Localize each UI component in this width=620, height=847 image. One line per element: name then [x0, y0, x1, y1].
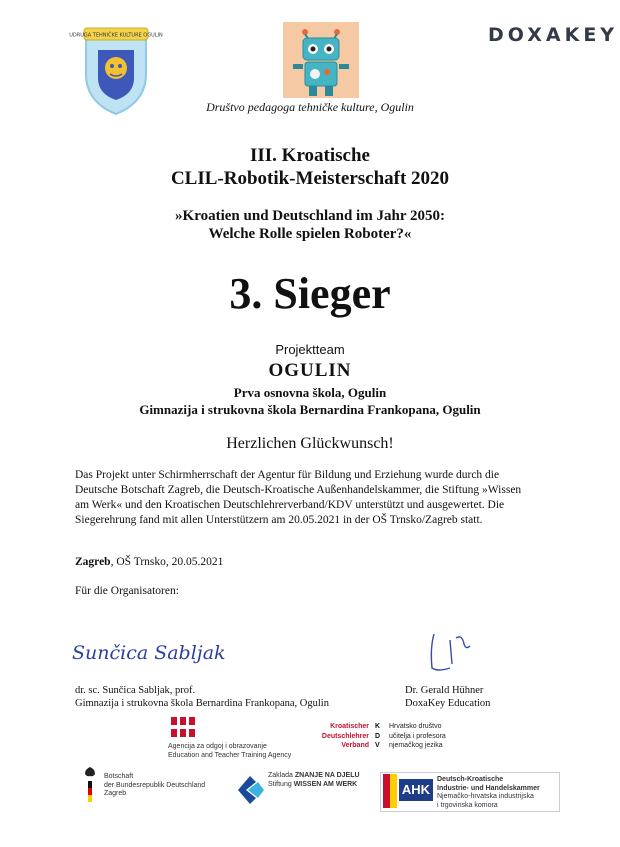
organizers-label: Für die Organisatoren: [75, 585, 179, 597]
kdv-letter-v: V [375, 742, 380, 749]
embassy-line-2: der Bundesrepublik Deutschland [104, 781, 206, 789]
kdv-hr-2: učitelja i profesora [389, 732, 446, 740]
stiftung-name: WISSEN AM WERK [293, 780, 358, 788]
ahk-line-2: Industrie- und Handelskammer [437, 784, 540, 792]
robot-logo [283, 22, 359, 98]
ahk-line-1: Deutsch-Kroatische [437, 776, 504, 783]
place-city: Zagreb [75, 556, 111, 568]
right-signature [420, 628, 480, 674]
project-team-label: Projektteam [275, 342, 345, 357]
title-line-1: III. Kroatische [250, 145, 370, 166]
right-signatory-name: Dr. Gerald Hühner [405, 685, 484, 696]
team-name: OGULIN [268, 360, 352, 381]
subtitle-line-1: »Kroatien und Deutschland im Jahr 2050: [175, 208, 445, 224]
body-paragraph [75, 468, 555, 528]
school-1: Prva osnovna škola, Ogulin [233, 385, 387, 400]
school-2: Gimnazija i strukovna škola Bernardina Frankopana, Ogulin [139, 402, 481, 417]
title-line-2: CLIL-Robotik-Meisterschaft 2020 [170, 168, 450, 189]
organizer-line: Društvo pedagoga tehničke kulture, Ogulin [206, 100, 414, 114]
eagle-flag-icon [82, 765, 98, 805]
rank-heading: 3. Sieger [229, 269, 391, 318]
zaklada-name: ZNANJE NA DJELU [294, 772, 360, 779]
ahk-line-4: i trgovinska komora [437, 801, 498, 809]
kdv-line-2: Deutschlehrer [321, 732, 369, 740]
stiftung-label: Stiftung [268, 780, 292, 788]
left-signatory-name: dr. sc. Sunčica Sabljak, prof. [75, 685, 196, 696]
left-signatory-org: Gimnazija i strukovna škola Bernardina Frankopana, Ogulin [75, 698, 329, 709]
place-date [75, 556, 223, 568]
right-signatory [405, 684, 490, 710]
kdv-logo [315, 722, 485, 758]
subtitle-line-2: Welche Rolle spielen Roboter?« [208, 226, 412, 242]
body-line-4: Siegerehrung fand mit allen Unterstützern am 20.05.2021 in der OŠ Trnsko/Zagreb statt. [75, 514, 483, 526]
embassy-logo [80, 765, 230, 811]
crest-text: UDRUGA TEHNIČKE KULTURE OGULIN [69, 32, 163, 39]
kdv-hr-3: njemačkog jezika [389, 742, 443, 749]
body-line-3: am Werk« und den Kroatischen Deutschlehrerverband/KDV unterstützt und ausgewertet. Die [75, 499, 505, 511]
azoo-mark-icon [170, 715, 198, 739]
zaklada-label: Zaklada [268, 772, 293, 779]
kdv-letter-k: K [375, 723, 381, 730]
doxakey-logo: DOXAKEY [488, 24, 619, 46]
embassy-line-1: Botschaft [104, 773, 134, 780]
left-signature: Sunčica Sabljak [72, 642, 226, 664]
stiftung-mark-icon [236, 772, 266, 808]
place-date-rest: , OŠ Trnsko, 20.05.2021 [110, 556, 224, 568]
kdv-line-3: Verband [341, 742, 369, 749]
kdv-letter-d: D [375, 732, 381, 740]
azoo-line-1: Agencija za odgoj i obrazovanje [168, 743, 267, 750]
stiftung-logo [236, 770, 366, 812]
kdv-hr-1: Hrvatsko društvo [389, 723, 442, 730]
body-line-2: Deutsche Botschaft Zagreb, die Deutsch-Kroatische Außenhandelskammer, die Stiftung »Wissen [75, 484, 522, 496]
ahk-logo [380, 772, 560, 812]
azoo-line-2: Education and Teacher Training Agency [168, 751, 292, 759]
ahk-mark: AHK [399, 779, 433, 801]
ahk-line-3: Njemačko-hrvatska industrijska [437, 793, 534, 800]
kdv-line-1: Kroatischer [330, 723, 369, 730]
right-signatory-org: DoxaKey Education [405, 698, 491, 709]
congratulations: Herzlichen Glückwunsch! [226, 435, 394, 452]
body-line-1: Das Projekt unter Schirmherrschaft der Agentur für Bildung und Erziehung wurde durch die [75, 469, 500, 481]
embassy-line-3: Zagreb [104, 790, 127, 797]
ahk-flag-icon [383, 774, 397, 808]
azoo-logo [168, 715, 292, 761]
left-signatory [75, 684, 329, 710]
